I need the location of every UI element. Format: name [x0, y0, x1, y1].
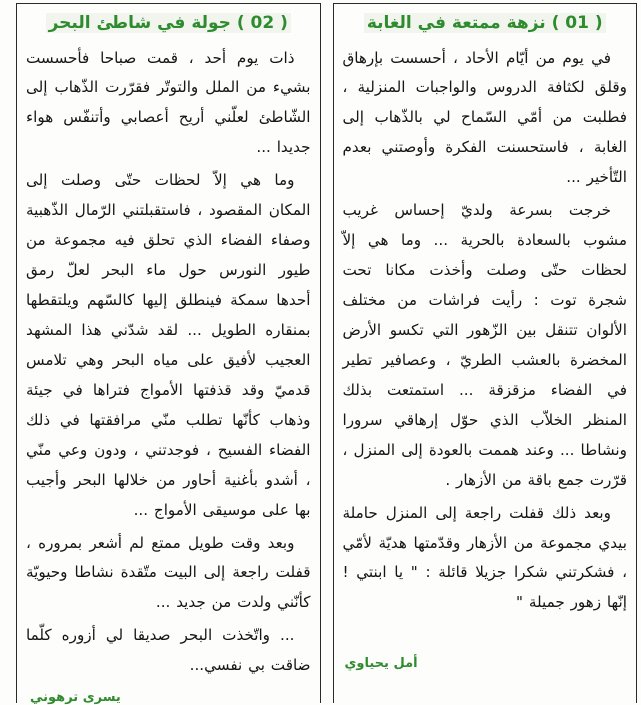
story-paragraph: ... واتّخذت البحر صديقا لي أزوره كلّما ضاقت بي نفسي...	[26, 626, 311, 675]
story-title-beach-text: ( 02 ) جولة في شاطئ البحر	[46, 13, 291, 33]
story-paragraph: في يوم من أيّام الأحاد ، أحسست بإرهاق وقلق لكثافة الدروس والواجبات المنزلية ، فطلبت من أمّي السّماح لي بالذّهاب إلى الغابة ، فاستحسنت الفكرة وأوصتني بعدم التّأخير ...	[342, 48, 627, 187]
story-paragraph: وبعد ذلك قفلت راجعة إلى المنزل حاملة بيدي مجموعة من الأزهار وقدّمتها هديّة لأمّي ، فشكرتني شكرا جزيلا قائلة : " يا ابنتي ! إنّها زهور جميلة "	[342, 503, 627, 612]
story-column-forest	[333, 3, 638, 703]
author-signature-beach: يسرى ترهوني	[30, 690, 121, 705]
story-title-forest	[343, 11, 628, 37]
story-paragraph: خرجت بسرعة ولديّ إحساس غريب مشوب بالسعادة بالحرية ... وما هي إلاّ لحظات حتّى وصلت وأخذت مكانا تحت شجرة توت : رأيت فراشات من مختلف الألوان تتنقل بين الزّهور التي تكسو الأرض المخضرة بالعشب الطريّ ، وعصافير تطير في الفضاء مزقزقة ... استمتعت بذلك المنظر الخلاّب الذي حوّل إرهاقي سرورا ونشاطا ... وعند هممت بالعودة إلى المنزل ، قرّرت جمع باقة من الأزهار .	[342, 201, 627, 489]
author-signature-forest: أمل يحياوي	[344, 656, 418, 672]
story-paragraph: وبعد وقت طويل ممتع لم أشعر بمروره ، قفلت راجعة إلى البيت متّقدة نشاطا وحيويّة كأنّني ولدت من جديد ...	[26, 533, 311, 612]
story-paragraph: ذات يوم أحد ، قمت صباحا فأحسست بشيء من الملل والتوتّر فقرّرت الذّهاب إلى الشّاطئ لعلّني أريح أعصابي وأتنفّس هواء جديدا ...	[26, 48, 311, 157]
story-title-beach	[26, 11, 311, 37]
story-column-beach	[16, 3, 321, 703]
story-title-forest-text: ( 01 ) نزهة ممتعة في الغابة	[364, 13, 606, 33]
story-paragraph: وما هي إلاّ لحظات حتّى وصلت إلى المكان المقصود ، فاستقبلتني الرّمال الذّهبية وصفاء الفضاء الذي تحلق فيه مجموعة من طيور النورس حول ماء البحر لعلّ رمق أحدها سمكة فينطلق إليها كالسّهم ويلتقطها بمنقاره الطويل ... لقد شدّني هذا المشهد العجيب لأفيق على مياه البحر وهي تلامس قدميّ وقد قذفتها الأمواج فتراها في جيئة وذهاب كأنّها تطلب منّي مرافقتها في ذلك الفضاء الفسيح ، فوجدتني ، ودون وعي منّي ، أشدو بأغنية أحاور من خلالها البحر وأجيب بها على موسيقى الأمواج ...	[26, 171, 311, 519]
